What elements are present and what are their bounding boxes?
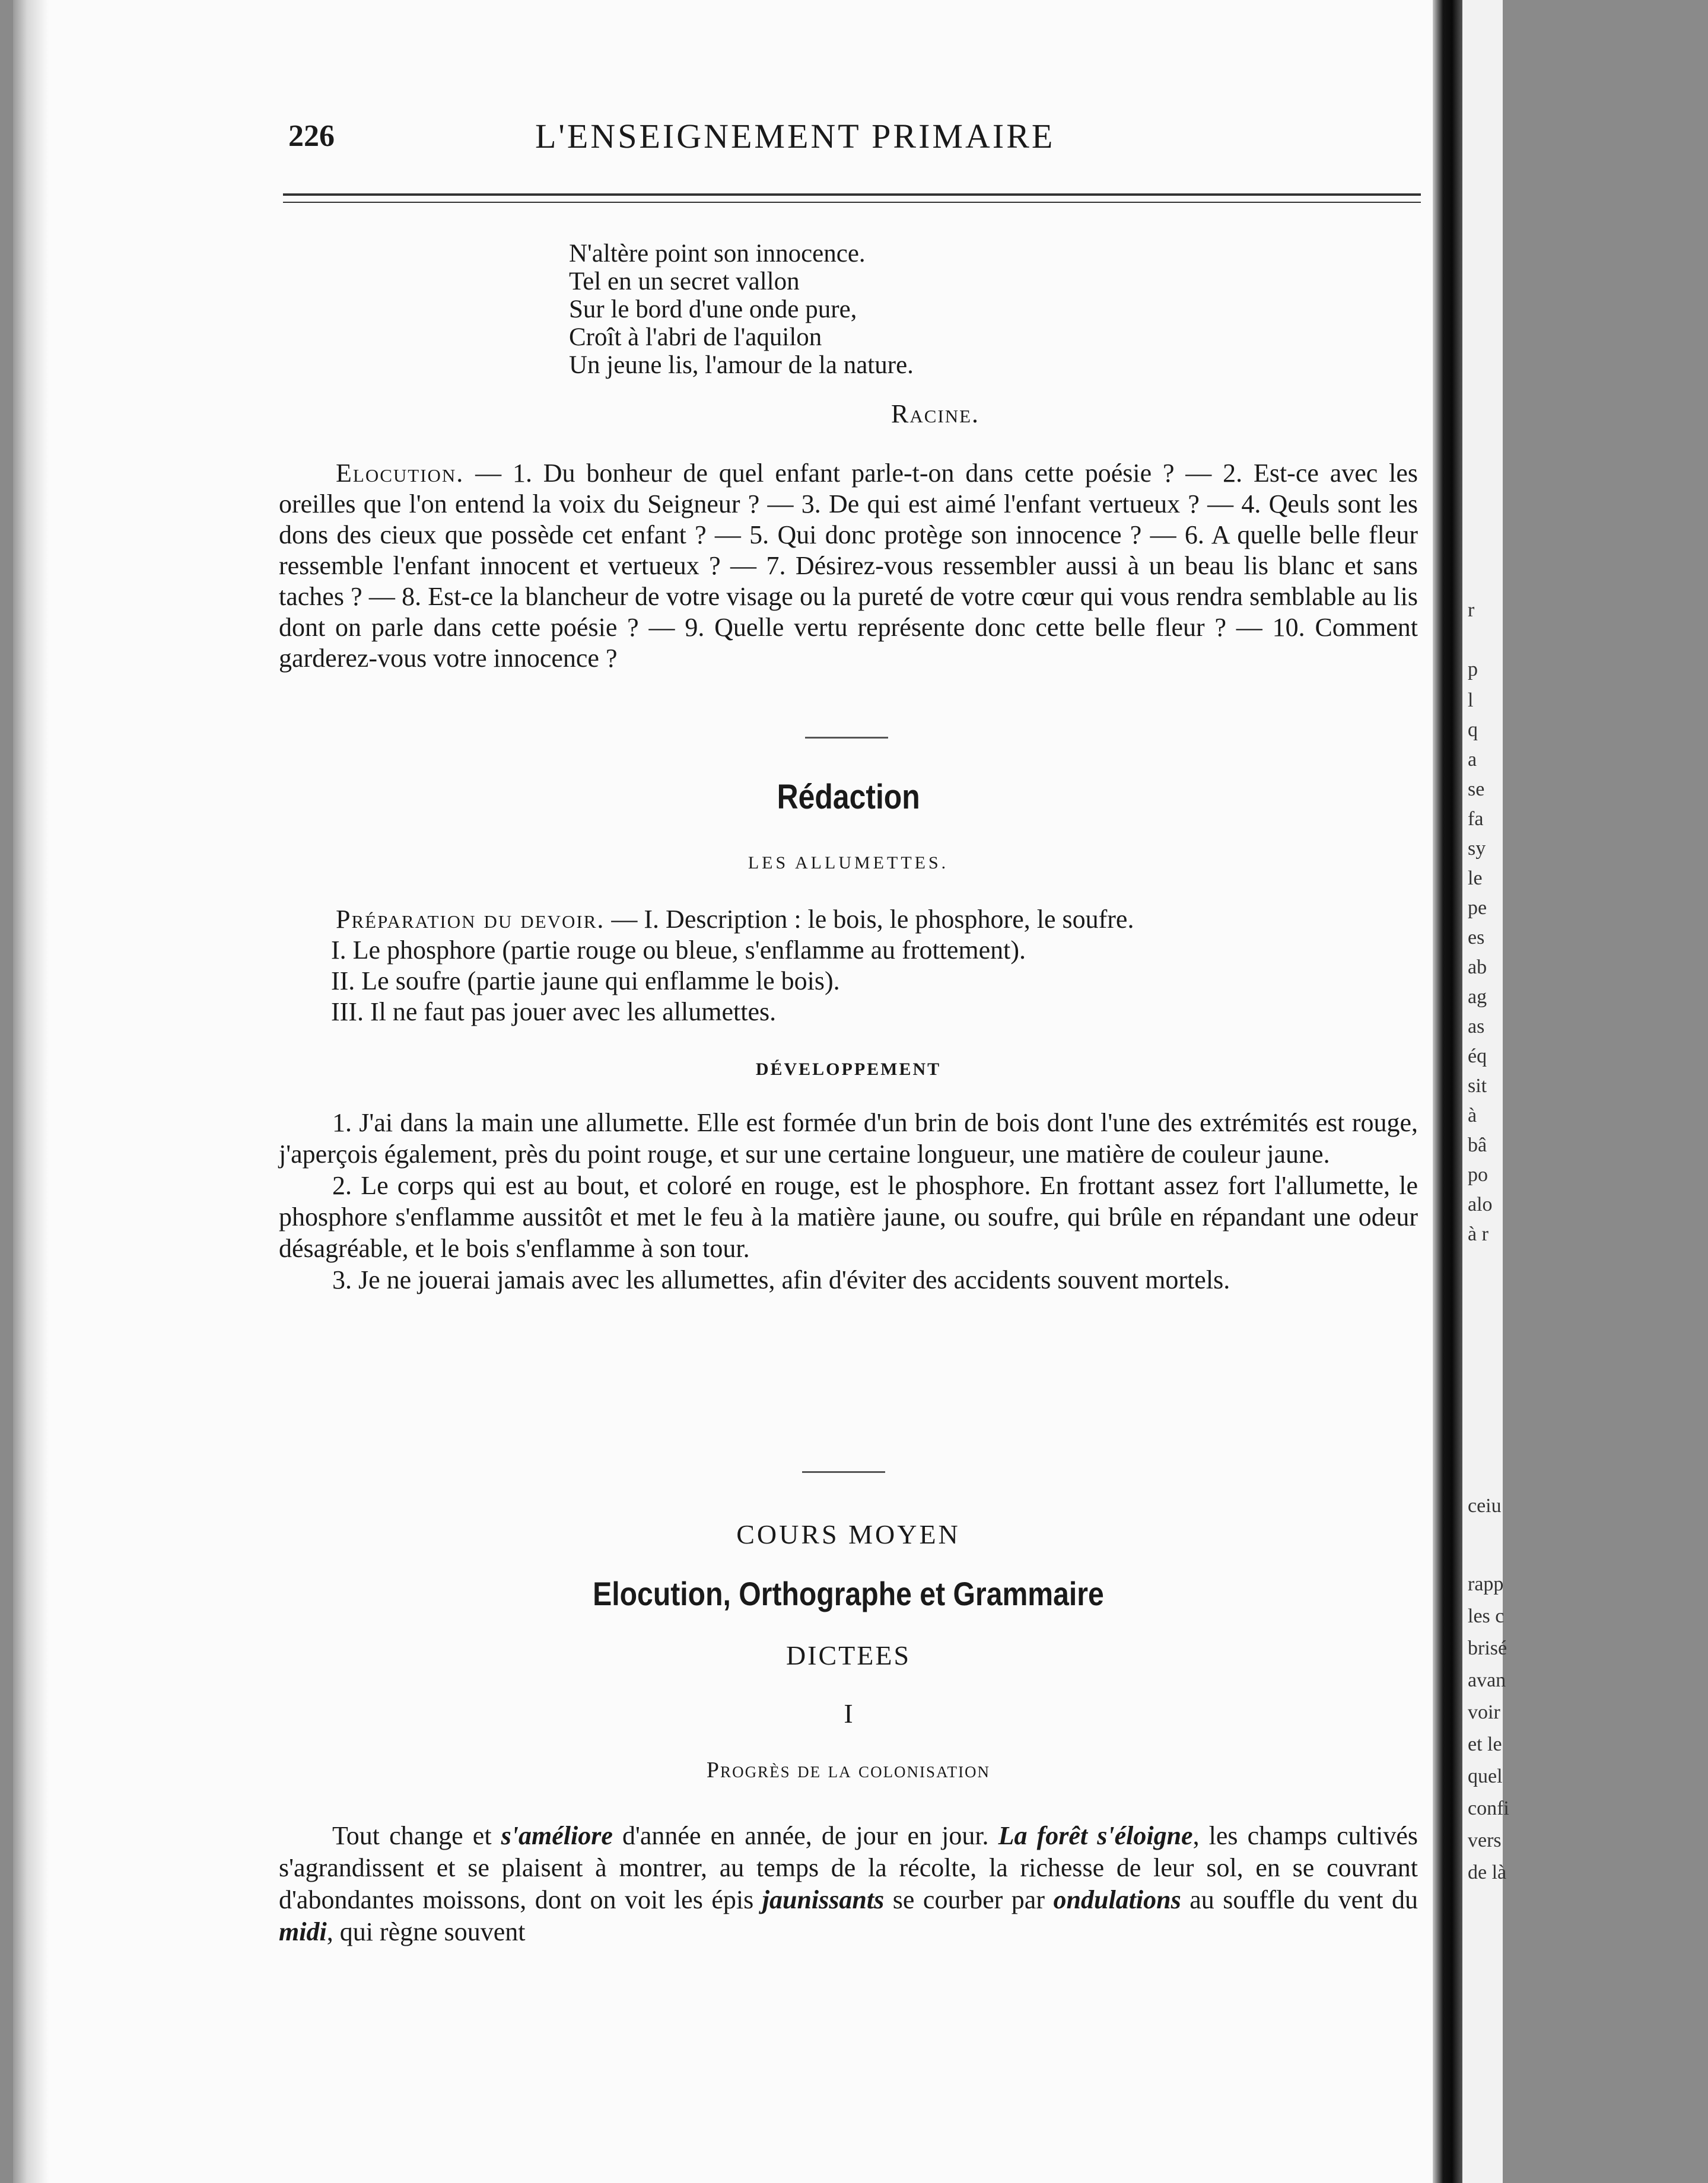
section-separator: [805, 737, 888, 739]
margin-fragment: p: [1468, 658, 1478, 680]
margin-fragment: vers: [1468, 1829, 1502, 1851]
margin-fragment: sit: [1468, 1075, 1487, 1097]
redaction-title-wrap: [279, 777, 1418, 817]
margin-fragment: éq: [1468, 1045, 1487, 1067]
margin-fragment: confi: [1468, 1797, 1509, 1819]
margin-fragment: alo: [1468, 1194, 1493, 1215]
dictation-emphasis: ondulations: [1053, 1885, 1181, 1914]
header-rule-thick: [283, 193, 1421, 196]
dictation-emphasis: s'améliore: [501, 1821, 613, 1850]
dictation-text-part: au souffle du vent du: [1181, 1885, 1418, 1914]
page-left-edge: [13, 0, 49, 2183]
poem-line: N'altère point son innocence.: [569, 240, 866, 268]
margin-fragment: à r: [1468, 1223, 1488, 1245]
margin-fragment: l: [1468, 689, 1474, 711]
margin-fragment: r: [1468, 599, 1475, 621]
development-label: DÉVELOPPEMENT: [755, 1059, 942, 1079]
poem-line: Un jeune lis, l'amour de la nature.: [569, 351, 914, 379]
margin-fragment: q: [1468, 719, 1478, 741]
margin-fragment: ab: [1468, 956, 1487, 978]
redaction-plan: [279, 904, 1418, 1027]
margin-fragment: de là: [1468, 1861, 1507, 1883]
development-paragraph: 2. Le corps qui est au bout, et coloré en rouge, est le phosphore. En frottant assez fort l'allumette, le phosphore s'enflamme aussitôt et met le feu à la matière jaune, ou soufre, qui brûle en répandant une odeur désagréable, et le bois s'enflamme à son tour.: [279, 1171, 1418, 1263]
plan-line: I. Le phosphore (partie rouge ou bleue, s'enflamme au frottement).: [331, 935, 1026, 965]
margin-fragment: as: [1468, 1016, 1485, 1038]
margin-fragment: quel: [1468, 1765, 1503, 1787]
margin-fragment: es: [1468, 927, 1485, 949]
margin-fragment: rapp: [1468, 1573, 1504, 1595]
margin-fragment: avan: [1468, 1669, 1506, 1691]
page-number: 226: [288, 119, 335, 153]
section-separator: [802, 1471, 885, 1473]
dictees-subtitle: DICTEES: [785, 1640, 911, 1670]
redaction-title: Rédaction: [777, 778, 920, 816]
dictation-emphasis: midi: [279, 1917, 327, 1946]
margin-fragment: fa: [1468, 808, 1484, 830]
poem-line: Tel en un secret vallon: [569, 268, 800, 295]
development-text: [279, 1107, 1418, 1296]
elocution-text: — 1. Du bonheur de quel enfant parle-t-on dans cette poésie ? — 2. Est-ce avec les oreilles que l'on entend la voix du Seigneur ? — 3. De qui est aimé l'enfant vertueux ? — 4. Qeuls sont les dons des cieux que possède cet enfant ? — 5. Qui donc protège son innocence ? — 6. A quelle belle fleur ressemble l'enfant innocent et vertueux ? — 7. Désirez-vous ressembler aussi à un beau lis blanc et sans taches ? — 8. Est-ce la blancheur de votre visage ou la pureté de votre cœur qui vous rendra semblable au lis dont on parle dans cette poésie ? — 9. Quelle vertu représente donc cette belle fleur ? — 10. Comment garderez-vous votre innocence ?: [279, 459, 1418, 673]
preparation-label: Préparation du devoir.: [336, 905, 605, 934]
dictation-numeral: I: [844, 1698, 853, 1729]
dictation-text-part: se courber par: [884, 1885, 1054, 1914]
cours-moyen-heading: COURS MOYEN: [736, 1519, 960, 1549]
plan-line: III. Il ne faut pas jouer avec les allumettes.: [331, 997, 777, 1026]
dictation-text-part: , les champs cultivés s'agrandissent et se plaisent à montrer, au temps de la récolte, la richesse de leur sol, en se couvrant d'abondantes moissons, dont on voit les épis: [279, 1821, 1418, 1914]
margin-fragment: bâ: [1468, 1134, 1487, 1156]
cours-moyen-title: Elocution, Orthographe et Grammaire: [593, 1575, 1104, 1612]
margin-fragment: voir: [1468, 1701, 1500, 1723]
cours-moyen-title-wrap: [279, 1574, 1418, 1613]
margin-fragment: ceiu: [1468, 1495, 1502, 1517]
margin-fragment: pe: [1468, 897, 1487, 919]
book-gutter: [1433, 0, 1462, 2183]
poem: [569, 240, 1708, 379]
dictation-text-part: d'année en année, de jour en jour.: [612, 1821, 998, 1850]
book-page: [13, 0, 1453, 2183]
dictation-text-part: , qui règne souvent: [326, 1917, 526, 1946]
margin-fragment: le: [1468, 867, 1483, 889]
margin-fragment: se: [1468, 778, 1485, 800]
dictation-text: [279, 1820, 1418, 1948]
redaction-subject: LES ALLUMETTES.: [748, 853, 949, 873]
margin-fragment: po: [1468, 1164, 1488, 1186]
development-paragraph: 3. Je ne jouerai jamais avec les allumettes, afin d'éviter des accidents souvent mortels.: [332, 1265, 1230, 1294]
poem-line: Sur le bord d'une onde pure,: [569, 295, 857, 323]
margin-fragment: les c: [1468, 1605, 1505, 1627]
header-rule-thin: [283, 202, 1421, 203]
running-title: L'ENSEIGNEMENT PRIMAIRE: [535, 117, 1055, 155]
poem-author: Racine.: [891, 399, 980, 428]
elocution-questions: [279, 458, 1418, 674]
dictation-text-part: Tout change et: [332, 1821, 501, 1850]
dictation-emphasis: La forêt s'éloigne: [998, 1821, 1193, 1850]
margin-fragment: et le: [1468, 1733, 1502, 1755]
poem-line: Croît à l'abri de l'aquilon: [569, 323, 822, 351]
margin-fragment: brisé: [1468, 1637, 1507, 1659]
margin-fragment: ag: [1468, 986, 1487, 1008]
development-paragraph: 1. J'ai dans la main une allumette. Elle est formée d'un brin de bois dont l'une des extrémités est rouge, j'aperçois également, près du point rouge, et sur une certaine longueur, une matière de couleur jaune.: [279, 1108, 1418, 1169]
dictation-emphasis: jaunissants: [762, 1885, 885, 1914]
margin-fragment: a: [1468, 749, 1477, 771]
dictation-title: Progrès de la colonisation: [706, 1758, 991, 1783]
margin-fragment: sy: [1468, 838, 1486, 860]
plan-line: — I. Description : le bois, le phosphore, le soufre.: [605, 905, 1134, 934]
margin-fragment: à: [1468, 1105, 1477, 1126]
plan-line: II. Le soufre (partie jaune qui enflamme le bois).: [331, 966, 840, 995]
elocution-label: Elocution.: [336, 459, 465, 488]
